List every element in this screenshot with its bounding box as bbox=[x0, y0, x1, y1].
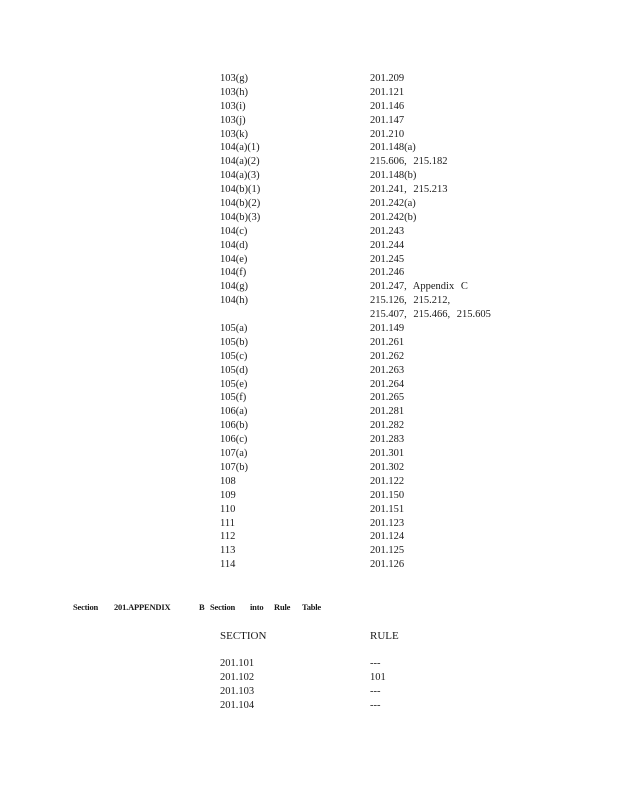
table-row bbox=[220, 239, 540, 253]
section-cell: 105(d) bbox=[220, 364, 248, 376]
table-row bbox=[220, 100, 540, 114]
section-cell: 104(a)(2) bbox=[220, 156, 260, 168]
table-row bbox=[220, 211, 540, 225]
rule-cell: 201.124 bbox=[370, 531, 405, 543]
rule-cell: --- bbox=[370, 658, 381, 669]
rule-cell: 215.407, 215.466, 215.605 bbox=[370, 309, 491, 321]
rule-cell: 201.123 bbox=[370, 517, 405, 529]
section-cell: 104(g) bbox=[220, 281, 248, 293]
section-cell: 108 bbox=[220, 475, 236, 487]
rule-cell: 201.245 bbox=[370, 253, 405, 265]
table-row bbox=[220, 253, 540, 267]
table-row bbox=[220, 558, 540, 572]
section-cell: 103(i) bbox=[220, 100, 246, 112]
table-row bbox=[220, 699, 540, 713]
table-row bbox=[220, 169, 540, 183]
rule-cell: 201.301 bbox=[370, 448, 405, 460]
appendix-heading-word: Section bbox=[73, 602, 99, 612]
section-cell: 103(j) bbox=[220, 114, 246, 126]
rule-cell: 201.210 bbox=[370, 128, 405, 140]
section-cell: 107(a) bbox=[220, 448, 248, 460]
rule-cell: 201.148(b) bbox=[370, 170, 417, 182]
section-cell: 104(h) bbox=[220, 295, 248, 307]
table-row bbox=[220, 475, 540, 489]
rule-cell: 201.261 bbox=[370, 336, 405, 348]
table-row bbox=[220, 155, 540, 169]
rule-cell: 201.244 bbox=[370, 239, 405, 251]
table-row bbox=[220, 364, 540, 378]
section-cell: 105(a) bbox=[220, 323, 248, 335]
rule-cell: 201.283 bbox=[370, 434, 405, 446]
table-row bbox=[220, 72, 540, 86]
table-row bbox=[220, 503, 540, 517]
section-cell: 201.102 bbox=[220, 671, 255, 683]
appendix-heading-word: Table bbox=[302, 602, 322, 612]
table-row bbox=[220, 419, 540, 433]
rule-cell: --- bbox=[370, 699, 381, 711]
table-row bbox=[220, 114, 540, 128]
table-row bbox=[220, 183, 540, 197]
rule-cell: 201.150 bbox=[370, 489, 405, 501]
section-cell: 111 bbox=[220, 517, 235, 529]
appendix-column-headers bbox=[220, 629, 540, 643]
table-row bbox=[220, 336, 540, 350]
rule-cell: 201.125 bbox=[370, 545, 405, 557]
table-row bbox=[220, 350, 540, 364]
rule-cell: 201.265 bbox=[370, 392, 405, 404]
rule-cell: 201.282 bbox=[370, 420, 405, 432]
rule-cell: 201.247, Appendix C bbox=[370, 281, 468, 293]
rule-cell: 201.148(a) bbox=[370, 142, 416, 154]
table-row bbox=[220, 86, 540, 100]
table-row bbox=[220, 517, 540, 531]
table-row bbox=[220, 447, 540, 461]
table-row bbox=[220, 294, 540, 308]
rule-cell: 201.146 bbox=[370, 100, 405, 112]
rule-cell: 201.243 bbox=[370, 225, 405, 237]
section-cell: 104(b)(2) bbox=[220, 198, 261, 210]
section-cell: 107(b) bbox=[220, 461, 248, 473]
rule-cell: 201.263 bbox=[370, 364, 405, 376]
table-row bbox=[220, 141, 540, 155]
table-row bbox=[220, 225, 540, 239]
section-cell: 103(h) bbox=[220, 86, 248, 98]
table-row bbox=[220, 266, 540, 280]
section-cell: 106(a) bbox=[220, 406, 248, 418]
table-row bbox=[220, 489, 540, 503]
section-cell: 104(e) bbox=[220, 253, 248, 265]
section-cell: 104(b)(1) bbox=[220, 184, 261, 196]
section-cell: 104(f) bbox=[220, 267, 247, 279]
appendix-section-to-rule-table bbox=[220, 657, 540, 713]
rule-cell: 201.209 bbox=[370, 73, 405, 84]
rule-cell: 201.242(b) bbox=[370, 211, 417, 223]
section-cell: 112 bbox=[220, 531, 236, 543]
rule-cell: 215.606, 215.182 bbox=[370, 156, 448, 168]
rule-cell: 201.126 bbox=[370, 559, 405, 571]
table-row bbox=[220, 391, 540, 405]
section-cell bbox=[220, 308, 370, 322]
appendix-heading-word: B bbox=[199, 602, 205, 612]
section-cell: 114 bbox=[220, 559, 236, 571]
appendix-heading-word: Rule bbox=[274, 602, 291, 612]
rule-cell: 201.281 bbox=[370, 406, 405, 418]
section-column-header: SECTION bbox=[220, 630, 267, 642]
section-cell: 105(e) bbox=[220, 378, 248, 390]
rule-column-header: RULE bbox=[370, 630, 399, 642]
table-row bbox=[220, 461, 540, 475]
table-row bbox=[220, 671, 540, 685]
section-cell: 103(g) bbox=[220, 73, 248, 84]
table-row bbox=[220, 544, 540, 558]
rule-cell: 201.149 bbox=[370, 323, 405, 335]
rule-cell: 201.264 bbox=[370, 378, 405, 390]
section-cell: 201.101 bbox=[220, 658, 255, 669]
section-cell: 110 bbox=[220, 503, 236, 515]
rule-cell: 201.302 bbox=[370, 461, 405, 473]
section-to-rule-cross-reference-table bbox=[220, 72, 540, 572]
table-row bbox=[220, 378, 540, 392]
rule-cell: 201.122 bbox=[370, 475, 405, 487]
rule-cell: 201.246 bbox=[370, 267, 405, 279]
section-cell: 109 bbox=[220, 489, 236, 501]
rule-cell: 201.242(a) bbox=[370, 198, 416, 210]
rule-cell: 201.241, 215.213 bbox=[370, 184, 448, 196]
appendix-heading-word: Section bbox=[210, 602, 236, 612]
section-cell: 105(f) bbox=[220, 392, 247, 404]
section-cell: 104(d) bbox=[220, 239, 248, 251]
table-row bbox=[220, 197, 540, 211]
rule-cell: 201.151 bbox=[370, 503, 405, 515]
rule-cell: 101 bbox=[370, 671, 386, 683]
rule-cell: 201.121 bbox=[370, 86, 405, 98]
section-cell: 104(a)(3) bbox=[220, 170, 260, 182]
rule-cell: 201.262 bbox=[370, 350, 405, 362]
table-row bbox=[220, 685, 540, 699]
rule-cell: 201.147 bbox=[370, 114, 405, 126]
table-row bbox=[220, 308, 540, 322]
table-row bbox=[220, 128, 540, 142]
section-cell: 201.103 bbox=[220, 685, 255, 697]
section-cell: 104(a)(1) bbox=[220, 142, 260, 154]
table-row bbox=[220, 405, 540, 419]
rule-cell: --- bbox=[370, 685, 381, 697]
table-row bbox=[220, 530, 540, 544]
table-row bbox=[220, 657, 540, 671]
section-cell: 106(b) bbox=[220, 420, 248, 432]
section-cell: 104(c) bbox=[220, 225, 248, 237]
section-cell: 201.104 bbox=[220, 699, 255, 711]
section-cell: 106(c) bbox=[220, 434, 248, 446]
section-cell: 105(b) bbox=[220, 336, 248, 348]
appendix-heading bbox=[0, 602, 618, 616]
table-row bbox=[220, 280, 540, 294]
section-cell: 103(k) bbox=[220, 128, 248, 140]
rule-cell: 215.126, 215.212, bbox=[370, 295, 451, 307]
section-cell: 104(b)(3) bbox=[220, 211, 261, 223]
table-row bbox=[220, 322, 540, 336]
table-row bbox=[220, 433, 540, 447]
appendix-heading-word: 201.APPENDIX bbox=[114, 602, 171, 612]
appendix-heading-word: into bbox=[250, 602, 264, 612]
section-cell: 113 bbox=[220, 545, 236, 557]
section-cell: 105(c) bbox=[220, 350, 248, 362]
